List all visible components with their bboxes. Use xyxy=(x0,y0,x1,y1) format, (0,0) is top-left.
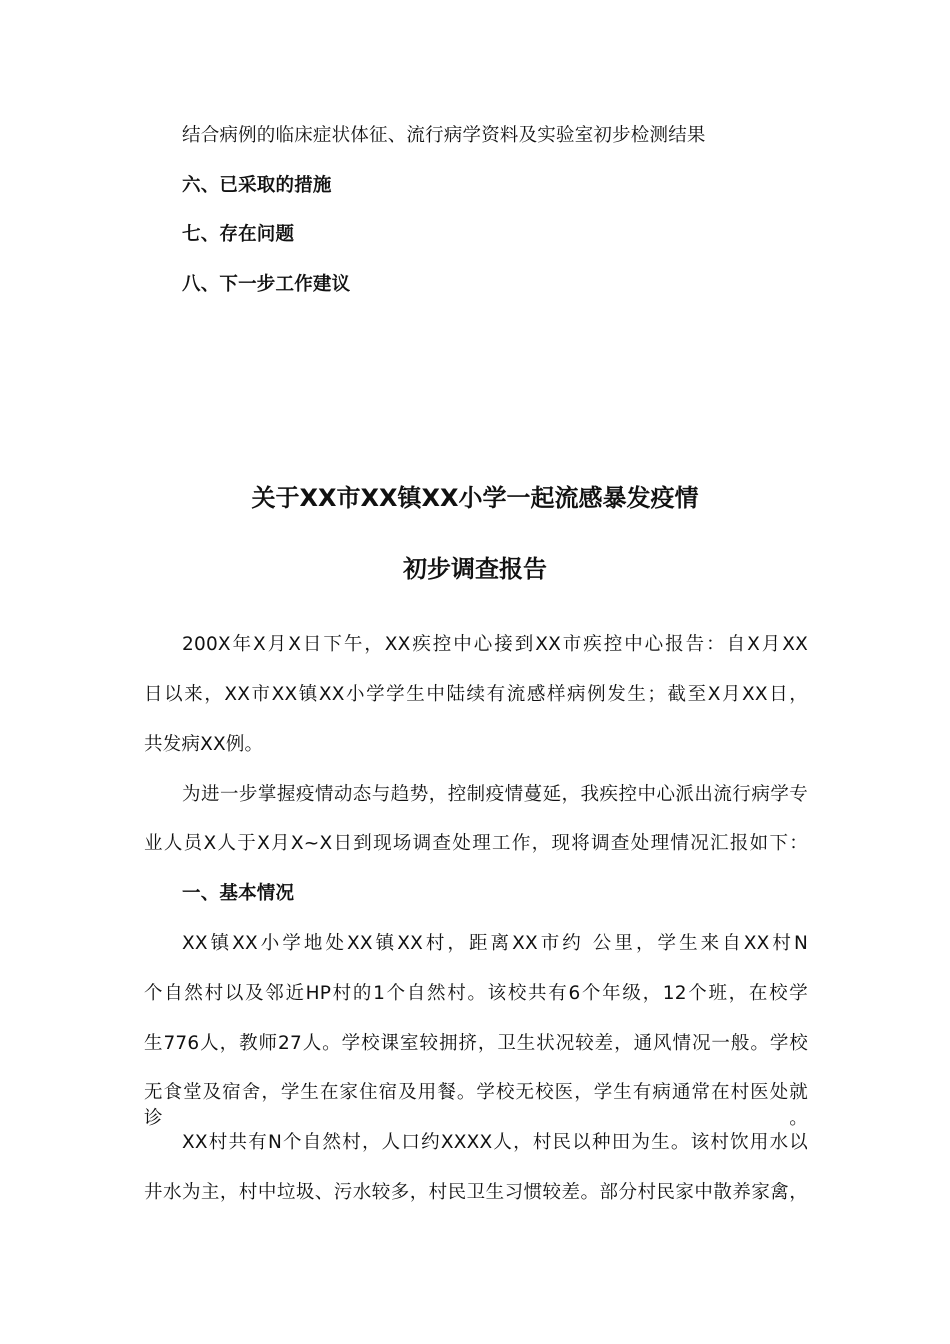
paragraph-1-line-2: 日以来，XX市XX镇XX小学学生中陆续有流感样病例发生；截至X月XX日， xyxy=(144,684,808,705)
section-heading-8: 八、下一步工作建议 xyxy=(182,274,351,295)
report-title-line-1: 关于XX市XX镇XX小学一起流感暴发疫情 xyxy=(251,484,699,512)
section-heading-6: 六、已采取的措施 xyxy=(182,175,332,196)
paragraph-3-line-1: XX镇XX小学地处XX镇XX村，距离XX市约 公里，学生来自XX村N xyxy=(182,933,808,954)
continuation-text: 结合病例的临床症状体征、流行病学资料及实验室初步检测结果 xyxy=(182,125,706,146)
section-heading-7: 七、存在问题 xyxy=(182,224,295,245)
paragraph-4-line-2: 井水为主，村中垃圾、污水较多，村民卫生习惯较差。部分村民家中散养家禽， xyxy=(144,1182,808,1203)
paragraph-3-line-3: 生776人，教师27人。学校课室较拥挤，卫生状况较差，通风情况一般。学校 xyxy=(144,1033,808,1054)
paragraph-1-line-1: 200X年X月X日下午，XX疾控中心接到XX市疾控中心报告：自X月XX xyxy=(182,634,808,655)
paragraph-2-line-2: 业人员X人于X月X~X日到现场调查处理工作，现将调查处理情况汇报如下： xyxy=(144,833,808,854)
paragraph-2-line-1: 为进一步掌握疫情动态与趋势，控制疫情蔓延，我疾控中心派出流行病学专 xyxy=(182,784,808,805)
paragraph-4-line-1: XX村共有N个自然村，人口约XXXX人，村民以种田为生。该村饮用水以 xyxy=(182,1132,808,1153)
report-title-line-2: 初步调查报告 xyxy=(403,555,547,583)
paragraph-3-line-2: 个自然村以及邻近HP村的1个自然村。该校共有6个年级，12个班，在校学 xyxy=(144,983,808,1004)
paragraph-3-line-4: 无食堂及宿舍，学生在家住宿及用餐。学校无校医，学生有病通常在村医处就诊。 xyxy=(144,1082,808,1129)
paragraph-1-line-3: 共发病XX例。 xyxy=(144,734,264,755)
section-heading-1: 一、基本情况 xyxy=(182,883,295,904)
